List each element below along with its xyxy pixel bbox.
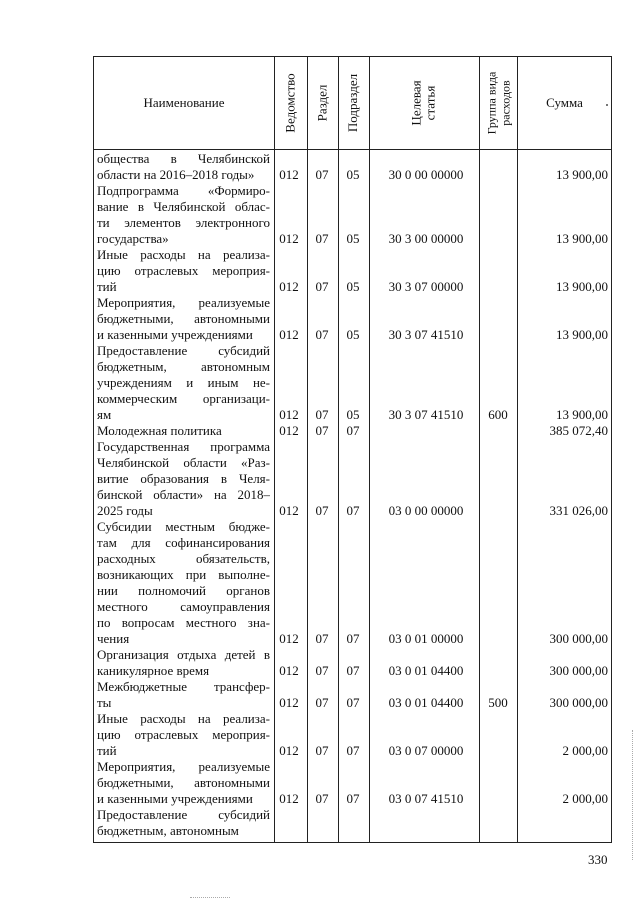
row-name-line: цию отраслевых мероприя- <box>97 727 270 742</box>
row-summa: 300 000,00 <box>549 631 608 646</box>
row-name <box>97 343 270 423</box>
row-razdel <box>308 823 336 839</box>
row-name-line: расходных обязательств, <box>97 551 270 566</box>
row-celevaya <box>374 823 478 839</box>
row-gruppa <box>478 743 518 759</box>
row-podrazdel <box>339 823 367 839</box>
column-divider <box>369 57 370 842</box>
page-number: 330 <box>588 852 608 867</box>
row-gruppa <box>478 279 518 295</box>
row-summa: 13 900,00 <box>556 327 608 342</box>
row-name-line: нии полномочий органов <box>97 583 270 598</box>
row-razdel: 07 <box>315 327 329 342</box>
row-celevaya: 03 0 00 00000 <box>388 503 464 518</box>
row-name <box>97 519 270 647</box>
row-summa: 2 000,00 <box>562 791 608 806</box>
row-razdel: 07 <box>315 231 329 246</box>
row-summa: 13 900,00 <box>556 407 608 422</box>
header-celevaya-line2: статья <box>422 85 438 121</box>
row-summa <box>518 823 608 839</box>
row-name-line: учреждениям и иным не- <box>97 375 270 390</box>
row-name-line: чения <box>97 631 130 646</box>
row-podrazdel: 07 <box>346 663 360 678</box>
row-name <box>97 183 270 247</box>
row-gruppa <box>478 791 518 807</box>
row-razdel: 07 <box>315 423 329 438</box>
row-name-line: области на 2016–2018 годы» <box>97 167 255 182</box>
row-celevaya: 30 3 07 41510 <box>388 407 464 422</box>
row-name-line: тий <box>97 279 117 294</box>
row-podrazdel: 07 <box>346 695 360 710</box>
row-name-line: там для софинансирования <box>97 535 270 550</box>
row-name-line: Предоставление субсидий <box>97 343 270 358</box>
row-razdel: 07 <box>315 663 329 678</box>
row-podrazdel: 05 <box>346 279 360 294</box>
row-vedomstvo <box>274 823 304 839</box>
row-razdel: 07 <box>315 631 329 646</box>
row-name-line: каникулярное время <box>97 663 210 678</box>
row-name <box>97 759 270 807</box>
row-name <box>97 679 270 711</box>
row-name-line: Государственная программа <box>97 439 270 454</box>
row-gruppa <box>478 327 518 343</box>
row-name <box>97 647 270 679</box>
row-name <box>97 151 270 183</box>
row-gruppa <box>478 167 518 183</box>
row-name-line: бюджетным, автономным <box>97 823 239 838</box>
row-celevaya: 30 3 00 00000 <box>388 231 464 246</box>
table-header <box>94 57 611 150</box>
row-vedomstvo: 012 <box>279 791 299 806</box>
row-gruppa: 600 <box>488 407 508 422</box>
row-name-line: коммерческим организаци- <box>97 391 270 406</box>
row-celevaya: 03 0 01 00000 <box>388 631 464 646</box>
header-podrazdel <box>338 57 369 149</box>
row-gruppa <box>478 663 518 679</box>
row-vedomstvo: 012 <box>279 631 299 646</box>
row-name-line: витие образования в Челя- <box>97 471 270 486</box>
row-name-line: Иные расходы на реализа- <box>97 247 270 262</box>
row-summa: 300 000,00 <box>549 695 608 710</box>
row-name-line: ти элементов электронного <box>97 215 270 230</box>
row-razdel: 07 <box>315 167 329 182</box>
row-name-line: местного самоуправления <box>97 599 270 614</box>
header-summa-text: Сумма <box>546 95 583 110</box>
row-celevaya: 03 0 07 41510 <box>388 791 464 806</box>
row-razdel: 07 <box>315 743 329 758</box>
row-name-line: ям <box>97 407 112 422</box>
header-gruppa-line1: Группа вида <box>484 71 498 135</box>
row-name-line: вание в Челябинской облас- <box>97 199 270 214</box>
scan-bottom-artifact <box>190 897 230 898</box>
row-name-line: Челябинской области «Раз- <box>97 455 270 470</box>
row-name-line: тий <box>97 743 117 758</box>
row-name <box>97 295 270 343</box>
row-name-line: возникающих при выполне- <box>97 567 270 582</box>
row-celevaya: 03 0 07 00000 <box>388 743 464 758</box>
row-vedomstvo: 012 <box>279 695 299 710</box>
row-vedomstvo: 012 <box>279 743 299 758</box>
row-celevaya: 03 0 01 04400 <box>388 695 464 710</box>
row-name-line: бинской области» на 2018– <box>97 487 270 502</box>
row-podrazdel: 07 <box>346 423 360 438</box>
scan-artifact <box>606 104 608 106</box>
row-summa: 300 000,00 <box>549 663 608 678</box>
row-name <box>97 711 270 759</box>
row-vedomstvo: 012 <box>279 327 299 342</box>
row-celevaya: 30 3 07 41510 <box>388 327 464 342</box>
row-gruppa <box>478 423 518 439</box>
row-gruppa <box>478 823 518 839</box>
row-vedomstvo: 012 <box>279 663 299 678</box>
row-podrazdel: 07 <box>346 631 360 646</box>
row-celevaya: 03 0 01 04400 <box>388 663 464 678</box>
row-gruppa <box>478 631 518 647</box>
row-podrazdel: 07 <box>346 791 360 806</box>
row-podrazdel: 05 <box>346 407 360 422</box>
row-name <box>97 439 270 519</box>
row-name-line: Межбюджетные трансфер- <box>97 679 270 694</box>
row-name <box>97 807 270 839</box>
row-podrazdel: 05 <box>346 231 360 246</box>
row-vedomstvo: 012 <box>279 167 299 182</box>
row-name-line: по вопросам местного зна- <box>97 615 270 630</box>
row-name-line: Подпрограмма «Формиро- <box>97 183 270 198</box>
row-vedomstvo: 012 <box>279 231 299 246</box>
row-vedomstvo: 012 <box>279 503 299 518</box>
row-name-line: 2025 годы <box>97 503 153 518</box>
row-summa: 331 026,00 <box>549 503 608 518</box>
row-name-line: общества в Челябинской <box>97 151 270 166</box>
row-name-line: Предоставление субсидий <box>97 807 270 822</box>
header-vedomstvo <box>274 57 307 149</box>
row-celevaya: 30 3 07 00000 <box>388 279 464 294</box>
row-celevaya <box>374 423 478 439</box>
header-summa <box>517 57 612 149</box>
row-summa: 13 900,00 <box>556 231 608 246</box>
row-name-line: Мероприятия, реализуемые <box>97 759 270 774</box>
row-podrazdel: 05 <box>346 327 360 342</box>
row-vedomstvo: 012 <box>279 279 299 294</box>
header-celevaya-line1: Целевая <box>408 80 424 126</box>
header-gruppa-text <box>484 72 512 135</box>
row-summa: 385 072,40 <box>549 423 608 438</box>
row-name-line: бюджетным, автономным <box>97 359 270 374</box>
row-razdel: 07 <box>315 503 329 518</box>
header-name-text: Наименование <box>143 95 225 110</box>
row-name-line: и казенными учреждениями <box>97 327 253 342</box>
row-name <box>97 423 270 439</box>
row-summa: 2 000,00 <box>562 743 608 758</box>
row-name-line: государства» <box>97 231 169 246</box>
row-name-line: цию отраслевых мероприя- <box>97 263 270 278</box>
row-podrazdel: 07 <box>346 743 360 758</box>
row-summa: 13 900,00 <box>556 167 608 182</box>
row-name-line: Мероприятия, реализуемые <box>97 295 270 310</box>
row-gruppa <box>478 503 518 519</box>
header-gruppa-line2: расходов <box>498 80 512 126</box>
budget-table <box>93 56 612 843</box>
row-name-line: бюджетными, автономными <box>97 775 270 790</box>
header-name <box>94 57 274 149</box>
row-name-line: Субсидии местным бюдже- <box>97 519 270 534</box>
row-name-line: ты <box>97 695 112 710</box>
header-gruppa <box>479 57 517 149</box>
row-celevaya: 30 0 00 00000 <box>388 167 464 182</box>
row-name-line: и казенными учреждениями <box>97 791 253 806</box>
row-name <box>97 247 270 295</box>
row-name-line: Молодежная политика <box>97 423 222 438</box>
row-summa: 13 900,00 <box>556 279 608 294</box>
row-razdel: 07 <box>315 407 329 422</box>
row-name-line: Организация отдыха детей в <box>97 647 270 662</box>
row-gruppa: 500 <box>488 695 508 710</box>
header-celevaya <box>369 57 479 149</box>
row-razdel: 07 <box>315 279 329 294</box>
row-name-line: бюджетными, автономными <box>97 311 270 326</box>
header-razdel <box>307 57 338 149</box>
header-razdel-text: Раздел <box>314 84 330 122</box>
row-podrazdel: 05 <box>346 167 360 182</box>
scan-edge-artifact <box>632 730 634 860</box>
header-celevaya-text <box>410 80 438 125</box>
header-vedomstvo-text: Ведомство <box>282 73 298 133</box>
header-podrazdel-text: Подраздел <box>345 73 361 133</box>
row-vedomstvo: 012 <box>279 423 299 438</box>
row-vedomstvo: 012 <box>279 407 299 422</box>
row-name-line: Иные расходы на реализа- <box>97 711 270 726</box>
row-podrazdel: 07 <box>346 503 360 518</box>
row-razdel: 07 <box>315 695 329 710</box>
row-razdel: 07 <box>315 791 329 806</box>
row-gruppa <box>478 231 518 247</box>
